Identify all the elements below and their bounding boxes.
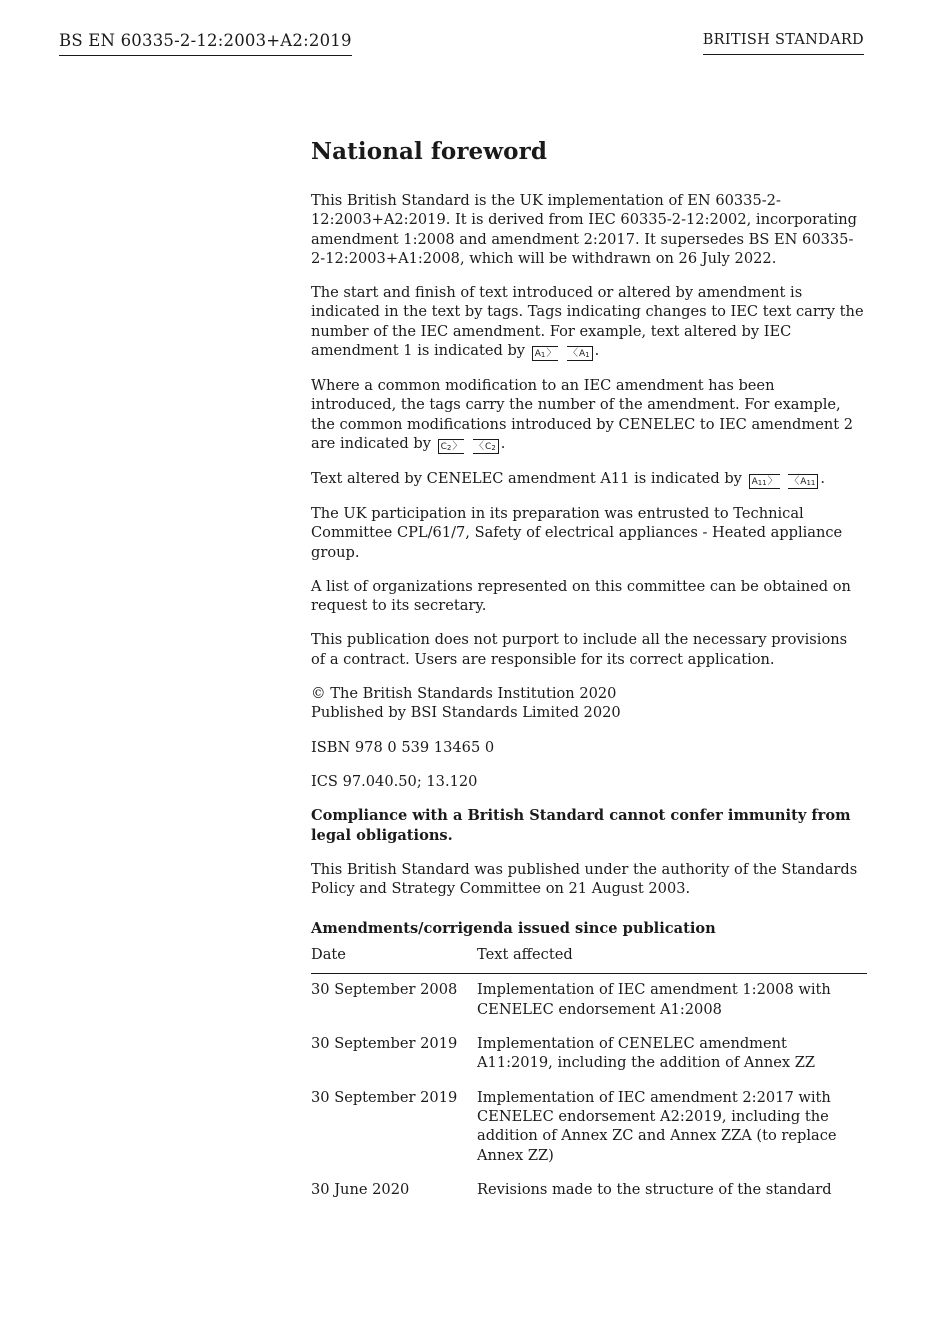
table-row bbox=[311, 1081, 867, 1173]
common-modification-text: Where a common modification to an IEC amendment has been introduced, the tags carry the number of the amendment. For example, the common modifications introduced by CENELEC to IEC amendment 2 are indicated by bbox=[311, 377, 854, 452]
column-header-text-affected: Text affected bbox=[477, 946, 867, 974]
amendment-date: 30 September 2019 bbox=[311, 1088, 458, 1106]
british-standard-label: BRITISH STANDARD bbox=[703, 32, 864, 55]
amendment-text: Implementation of IEC amendment 1:2008 with CENELEC endorsement A1:2008 bbox=[477, 981, 831, 1018]
copyright-block bbox=[311, 684, 864, 723]
national-foreword-section bbox=[311, 138, 864, 1207]
published-line: Published by BSI Standards Limited 2020 bbox=[311, 704, 621, 722]
amendment-tags-paragraph: The start and finish of text introduced or altered by amendment is indicated in the text by tags. Tags indicating changes to IEC text carry the number of the IEC amendment. For example, text altered by IEC amendment 1 is indicated by A1 〉 〈 A1 . bbox=[311, 283, 864, 361]
table-row bbox=[311, 974, 867, 1027]
standard-id-header: BS EN 60335-2-12:2003+A2:2019 bbox=[59, 31, 352, 56]
tag-c2-end-icon: 〈 C2 bbox=[473, 439, 499, 454]
tag-a1-end-icon: 〈 A1 bbox=[567, 346, 593, 361]
provisions-paragraph: This publication does not purport to include all the necessary provisions of a contract. Users are responsible for its correct application. bbox=[311, 631, 848, 668]
organizations-paragraph: A list of organizations represented on this committee can be obtained on request to its secretary. bbox=[311, 577, 851, 615]
committee-paragraph: The UK participation in its preparation was entrusted to Technical Committee CPL/61/7, Safety of electrical appliances - Heated appliance group. bbox=[311, 504, 843, 561]
a11-text: Text altered by CENELEC amendment A11 is indicated by bbox=[311, 469, 742, 487]
table-header-row bbox=[311, 946, 867, 974]
implementation-paragraph: This British Standard is the UK implementation of EN 60335-2-12:2003+A2:2019. It is derived from IEC 60335-2-12:2002, incorporating amendment 1:2008 and amendment 2:2017. It supersedes BS EN 60335-2-12:2003+A1:2008, which will be withdrawn on 26 July 2022. bbox=[311, 192, 857, 267]
copyright-line: © The British Standards Institution 2020 bbox=[311, 685, 617, 703]
ics: ICS 97.040.50; 13.120 bbox=[311, 772, 478, 790]
amendment-date: 30 September 2008 bbox=[311, 981, 458, 999]
tag-c2-start-icon: C2 〉 bbox=[438, 439, 465, 454]
amendment-date: 30 June 2020 bbox=[311, 1180, 410, 1198]
page-title: National foreword bbox=[311, 138, 548, 165]
amendments-table bbox=[311, 946, 867, 1207]
common-modification-paragraph: Where a common modification to an IEC amendment has been introduced, the tags carry the number of the amendment. For example, the common modifications introduced by CENELEC to IEC amendment 2 are indicated by C2 〉 〈 C2 . bbox=[311, 376, 864, 454]
tag-a11-start-icon: A11 〉 bbox=[749, 474, 780, 489]
amendments-heading: Amendments/corrigenda issued since publication bbox=[311, 920, 716, 938]
tag-a11-end-icon: 〈 A11 bbox=[788, 474, 818, 489]
table-row bbox=[311, 1173, 867, 1207]
amendment-text: Revisions made to the structure of the standard bbox=[477, 1180, 832, 1198]
amendment-tags-text: The start and finish of text introduced or altered by amendment is indicated in the text by tags. Tags indicating changes to IEC text carry the number of the IEC amendment. For example, text altered by IEC amendment 1 is indicated by bbox=[311, 284, 864, 360]
tag-a1-start-icon: A1 〉 bbox=[532, 346, 559, 361]
amendment-text: Implementation of CENELEC amendment A11:2019, including the addition of Annex ZZ bbox=[477, 1035, 816, 1072]
column-header-date: Date bbox=[311, 946, 477, 974]
amendment-date: 30 September 2019 bbox=[311, 1035, 458, 1053]
authority-paragraph: This British Standard was published under the authority of the Standards Policy and Strategy Committee on 21 August 2003. bbox=[311, 860, 858, 898]
table-row bbox=[311, 1027, 867, 1081]
compliance-statement: Compliance with a British Standard cannot confer immunity from legal obligations. bbox=[311, 807, 851, 844]
isbn: ISBN 978 0 539 13465 0 bbox=[311, 738, 495, 756]
a11-paragraph: Text altered by CENELEC amendment A11 is indicated by A11 〉 〈 A11 . bbox=[311, 469, 864, 489]
amendment-text: Implementation of IEC amendment 2:2017 with CENELEC endorsement A2:2019, including the addition of Annex ZC and Annex ZZA (to replace Annex ZZ) bbox=[477, 1088, 837, 1164]
